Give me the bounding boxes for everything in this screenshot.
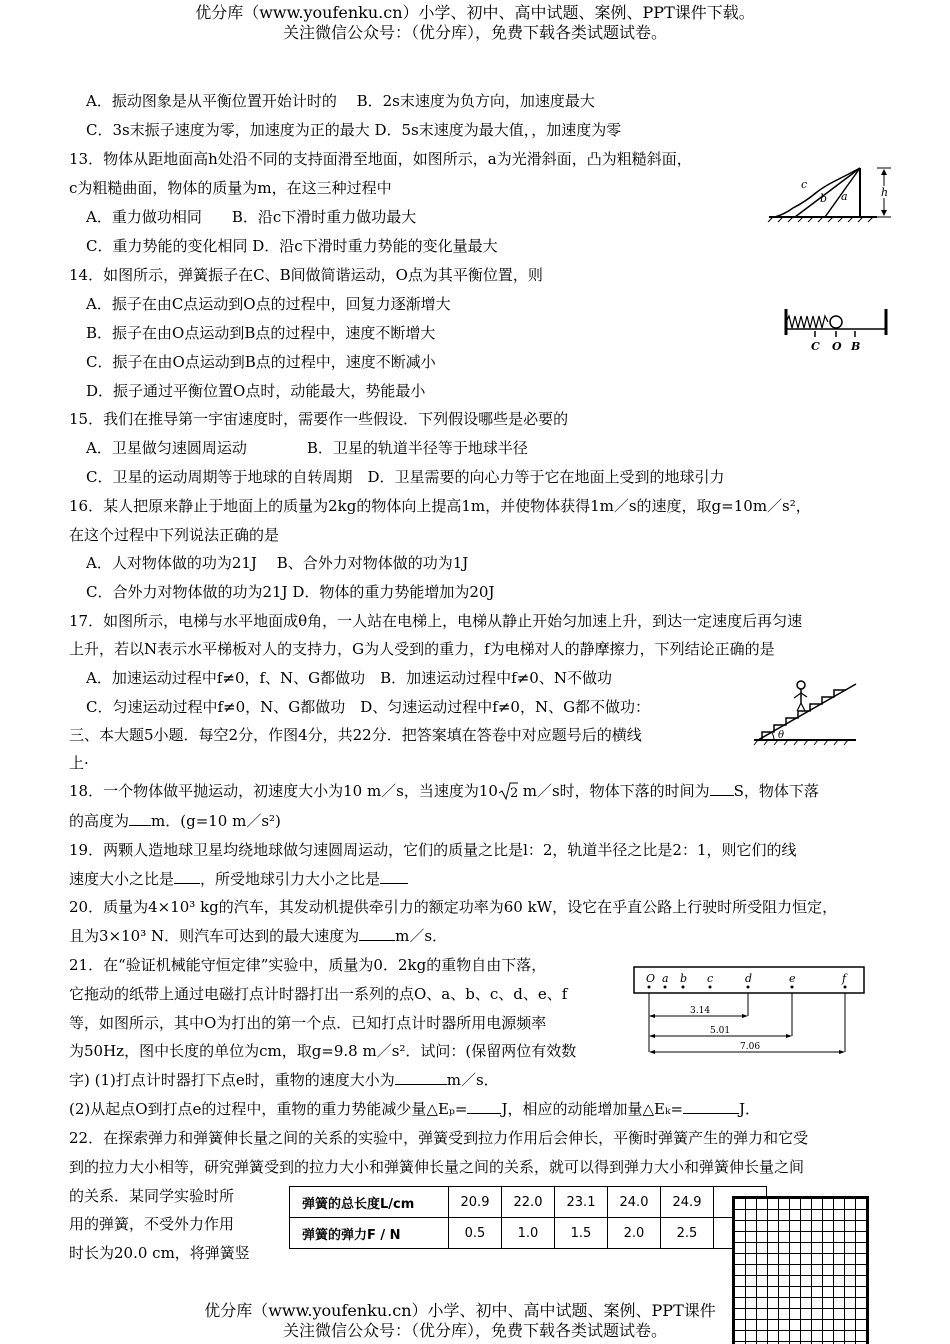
table-cell: 1.0 <box>502 1218 555 1249</box>
table-cell: 2.0 <box>608 1218 661 1249</box>
q12-options-cd: C．3s末振子速度为零，加速度为正的最大 D．5s末速度为最大值，，加速度为零 <box>86 121 622 139</box>
q17-stem-line2: 上升，若以N表示水平梯板对人的支持力，G为人受到的重力，f为电梯对人的静摩擦力，下列结论正确的是 <box>69 640 775 658</box>
q14-stem: 14．如图所示，弹簧振子在C、B间做简谐运动，O点为其平衡位置，则 <box>69 266 543 284</box>
q13-options-ab: A．重力做功相同 B．沿c下滑时重力做功最大 <box>86 208 417 226</box>
spring-data-table <box>289 1186 767 1249</box>
q16-stem-line2: 在这个过程中下列说法正确的是 <box>69 526 280 544</box>
q18-text-part2: m／s时，物体下落的时间为 <box>517 782 710 800</box>
q20-max-speed-blank[interactable] <box>359 926 395 941</box>
q13-options-cd: C．重力势能的变化相同 D．沿c下滑时重力势能的变化量最大 <box>86 237 498 255</box>
q20-text-b: m／s． <box>395 927 448 945</box>
q21-potential-energy-blank[interactable] <box>467 1099 501 1114</box>
table-cell: 1.5 <box>555 1218 608 1249</box>
sqrt-symbol <box>498 781 518 801</box>
q22-line3: 的关系．某同学实验时所 <box>69 1187 235 1205</box>
q21-line4: 为50Hz，图中长度的单位为cm，取g=9.8 m／s²．试问：(保留两位有效数 <box>69 1042 577 1060</box>
q21-kinetic-energy-blank[interactable] <box>683 1099 739 1114</box>
q21-text-5a: 字) (1)打点计时器打下点e时，重物的速度大小为 <box>69 1071 395 1089</box>
paper-tape-figure <box>632 964 868 1056</box>
q22-line4: 用的弹簧，不受外力作用 <box>69 1215 235 1233</box>
table-cell: 0.5 <box>449 1218 502 1249</box>
table-row <box>290 1218 767 1249</box>
q21-line6 <box>69 1099 760 1119</box>
q18-line2 <box>69 811 281 831</box>
tape-point-f: f <box>842 972 847 985</box>
q21-text-6b: J，相应的动能增加量△Eₖ= <box>501 1100 684 1118</box>
point-label-b: B <box>851 340 861 353</box>
q19-text-b: ，所受地球引力大小之比是 <box>200 870 381 888</box>
q22-line5: 时长为20.0 cm，将弹簧竖 <box>69 1244 250 1262</box>
q18-line1 <box>69 781 819 801</box>
q18-text-part1: 18．一个物体做平抛运动，初速度大小为10 m／s，当速度为10 <box>69 782 498 800</box>
point-label-c: C <box>811 340 820 353</box>
point-label-o: O <box>832 340 842 353</box>
q19-line1: 19．两颗人造地球卫星均绕地球做匀速圆周运动，它们的质量之比是l：2，轨道半径之比是2：1，则它们的线 <box>69 841 797 859</box>
row-header-length: 弹簧的总长度L/cm <box>290 1187 449 1218</box>
q17-stem-line1: 17．如图所示，电梯与水平地面成θ角，一人站在电梯上，电梯从静止开始匀加速上升，到达一定速度后再匀速 <box>69 612 803 630</box>
q21-line5 <box>69 1070 499 1090</box>
table-cell: 20.9 <box>449 1187 502 1218</box>
page-header-line1: 优分库（www.youfenku.cn）小学、初中、高中试题、案例、PPT课件下载。 <box>195 3 755 22</box>
slope-label-a: a <box>841 190 848 203</box>
q18-time-blank[interactable] <box>710 781 734 796</box>
section3-heading-line1: 三、本大题5小题．每空2分，作图4分，共22分．把答案填在答卷中对应题号后的横线 <box>69 726 642 744</box>
tape-point-o: O <box>646 972 656 985</box>
table-cell: 2.5 <box>661 1218 714 1249</box>
q14-option-a: A．振子在由C点运动到O点的过程中，回复力逐渐增大 <box>86 295 451 313</box>
q19-text-a: 速度大小之比是 <box>69 870 175 888</box>
q14-option-b: B．振子在由O点运动到B点的过程中，速度不断增大 <box>86 324 436 342</box>
table-cell: 24.9 <box>661 1187 714 1218</box>
row-header-force: 弹簧的弹力F / N <box>290 1218 449 1249</box>
q13-stem-line2: c为粗糙曲面，物体的质量为m，在这三种过程中 <box>69 179 392 197</box>
tape-point-c: c <box>707 972 714 985</box>
q18-height-blank[interactable] <box>129 811 151 826</box>
length-label-3-14: 3.14 <box>690 1006 711 1016</box>
length-label-7-06: 7.06 <box>740 1042 761 1052</box>
spring-oscillator-figure <box>782 305 892 355</box>
angle-label-theta: θ <box>778 730 785 741</box>
page-footer-line1: 优分库（www.youfenku.cn）小学、初中、高中试题、案例、PPT课件 <box>204 1301 716 1320</box>
q20-text-a: 且为3×10³ N．则汽车可达到的最大速度为 <box>69 927 360 945</box>
q21-line2: 它拖动的纸带上通过电磁打点计时器打出一系列的点O、a、b、c、d、e、f <box>69 985 568 1003</box>
q14-option-d: D．振子通过平衡位置O点时，动能最大，势能最小 <box>86 382 426 400</box>
table-row <box>290 1187 767 1218</box>
tape-point-a: a <box>662 972 669 985</box>
q22-line2: 到的拉力大小相等，研究弹簧受到的拉力大小和弹簧伸长量之间的关系，就可以得到弹力大小和弹簧伸长量之间 <box>69 1158 805 1176</box>
q21-text-5b: m／s． <box>446 1071 499 1089</box>
q19-line2 <box>69 869 408 889</box>
q18-text-part3: S，物体下落 <box>733 782 819 800</box>
q20-line2 <box>69 926 447 946</box>
table-cell: 24.0 <box>608 1187 661 1218</box>
q14-option-c: C．振子在由O点运动到B点的过程中，速度不断减小 <box>86 353 436 371</box>
q21-text-6c: J． <box>739 1100 761 1118</box>
q16-options-ab: A．人对物体做的功为21J B、合外力对物体做的功为1J <box>86 554 469 572</box>
table-cell: 22.0 <box>502 1187 555 1218</box>
curve-label-c: c <box>801 178 808 191</box>
tape-point-e: e <box>789 972 796 985</box>
escalator-figure <box>752 676 860 746</box>
height-label-h: h <box>881 186 889 199</box>
q19-speed-ratio-blank[interactable] <box>174 869 200 884</box>
q18-text-part5: m．(g=10 m／s²) <box>151 812 281 830</box>
q21-text-6a: (2)从起点O到打点e的过程中，重物的重力势能减少量△Eₚ= <box>69 1100 468 1118</box>
q21-line3: 等，如图所示，其中O为打出的第一个点．已知打点计时器所用电源频率 <box>69 1014 547 1032</box>
sqrt-sign-icon <box>498 781 518 801</box>
tape-point-b: b <box>680 972 688 985</box>
q22-line1: 22．在探索弹力和弹簧伸长量之间的关系的实验中，弹簧受到拉力作用后会伸长，平衡时弹簧产生的弹力和它受 <box>69 1129 809 1147</box>
q18-text-part4: 的高度为 <box>69 812 130 830</box>
slope-label-b: b <box>820 192 828 205</box>
q16-options-cd: C．合外力对物体做的功为21J D．物体的重力势能增加为20J <box>86 583 495 601</box>
q19-force-ratio-blank[interactable] <box>380 869 408 884</box>
page-header-line2: 关注微信公众号：（优分库），免费下载各类试题试卷。 <box>282 23 667 42</box>
q20-line1: 20．质量为4×10³ kg的汽车，其发动机提供牵引力的额定功率为60 kW，设它在乎直公路上行驶时所受阻力恒定， <box>69 898 838 916</box>
q21-velocity-blank[interactable] <box>395 1070 447 1085</box>
q13-stem-line1: 13．物体从距地面高h处沿不同的支持面滑至地面，如图所示，a为光滑斜面，凸为粗糙斜面， <box>69 150 692 168</box>
q21-line1: 21．在“验证机械能守恒定律”实验中，质量为0．2kg的重物自由下落， <box>69 956 547 974</box>
q15-stem: 15．我们在推导第一宇宙速度时，需要作一些假设．下列假设哪些是必要的 <box>69 410 569 428</box>
length-label-5-01: 5.01 <box>710 1026 731 1036</box>
table-cell: 23.1 <box>555 1187 608 1218</box>
slopes-figure <box>765 162 895 224</box>
q15-options-ab: A．卫星做匀速圆周运动 B．卫星的轨道半径等于地球半径 <box>86 439 528 457</box>
q16-stem-line1: 16．某人把原来静止于地面上的质量为2kg的物体向上提高1m，并使物体获得1m／s的速度，取g=10m／s²， <box>69 497 811 515</box>
page-footer-line2: 关注微信公众号：（优分库），免费下载各类试题试卷。 <box>282 1321 667 1340</box>
tape-point-d: d <box>745 972 753 985</box>
q12-options-ab: A．振动图象是从平衡位置开始计时的 B．2s末速度为负方向，加速度最大 <box>86 92 595 110</box>
q17-options-ab: A．加速运动过程中f≠0，f、N、G都做功 B．加速运动过程中f≠0、N不做功 <box>86 669 612 687</box>
sqrt-radicand: 2 <box>509 786 518 801</box>
section3-heading-line2: 上· <box>69 754 89 772</box>
q15-options-cd: C．卫星的运动周期等于地球的自转周期 D．卫星需要的向心力等于它在地面上受到的地球引力 <box>86 468 725 486</box>
q17-options-cd: C．匀速运动过程中f≠0，N、G都做功 D、匀速运动过程中f≠0，N、G都不做功： <box>86 698 651 716</box>
